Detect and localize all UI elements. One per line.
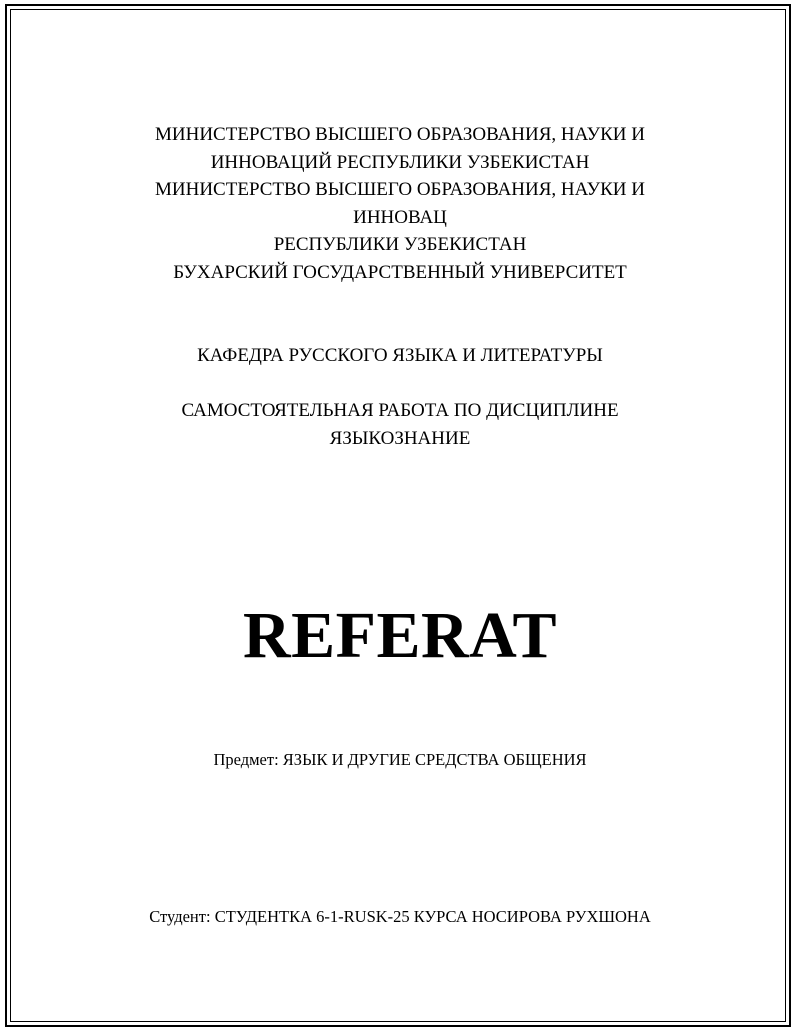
header-line: ИННОВАЦИЙ РЕСПУБЛИКИ УЗБЕКИСТАН — [210, 151, 590, 173]
university-name: БУХАРСКИЙ ГОСУДАРСТВЕННЫЙ УНИВЕРСИТЕТ — [173, 261, 627, 283]
header-line: МИНИСТЕРСТВО ВЫСШЕГО ОБРАЗОВАНИЯ, НАУКИ И — [155, 179, 645, 201]
work-type: САМОСТОЯТЕЛЬНАЯ РАБОТА ПО ДИСЦИПЛИНЕ — [181, 400, 619, 421]
header-line: ИННОВАЦ — [353, 206, 447, 228]
discipline-name: ЯЗЫКОЗНАНИЕ — [329, 427, 471, 449]
work-description — [0, 397, 800, 452]
subject-value: ЯЗЫК И ДРУГИЕ СРЕДСТВА ОБЩЕНИЯ — [282, 750, 587, 769]
document-title: REFERAT — [243, 599, 557, 672]
student-line — [0, 905, 800, 929]
header-line: МИНИСТЕРСТВО ВЫСШЕГО ОБРАЗОВАНИЯ, НАУКИ И — [155, 124, 645, 145]
student-value: СТУДЕНТКА 6-1-RUSK-25 КУРСА НОСИРОВА РУХШОНА — [214, 907, 651, 926]
ministry-header — [0, 121, 800, 287]
subject-line — [0, 748, 800, 772]
header-line: РЕСПУБЛИКИ УЗБЕКИСТАН — [273, 234, 527, 256]
department-name: КАФЕДРА РУССКОГО ЯЗЫКА И ЛИТЕРАТУРЫ — [197, 345, 603, 366]
subject-label: Предмет: — [213, 750, 279, 769]
student-label: Студент: — [149, 907, 211, 926]
